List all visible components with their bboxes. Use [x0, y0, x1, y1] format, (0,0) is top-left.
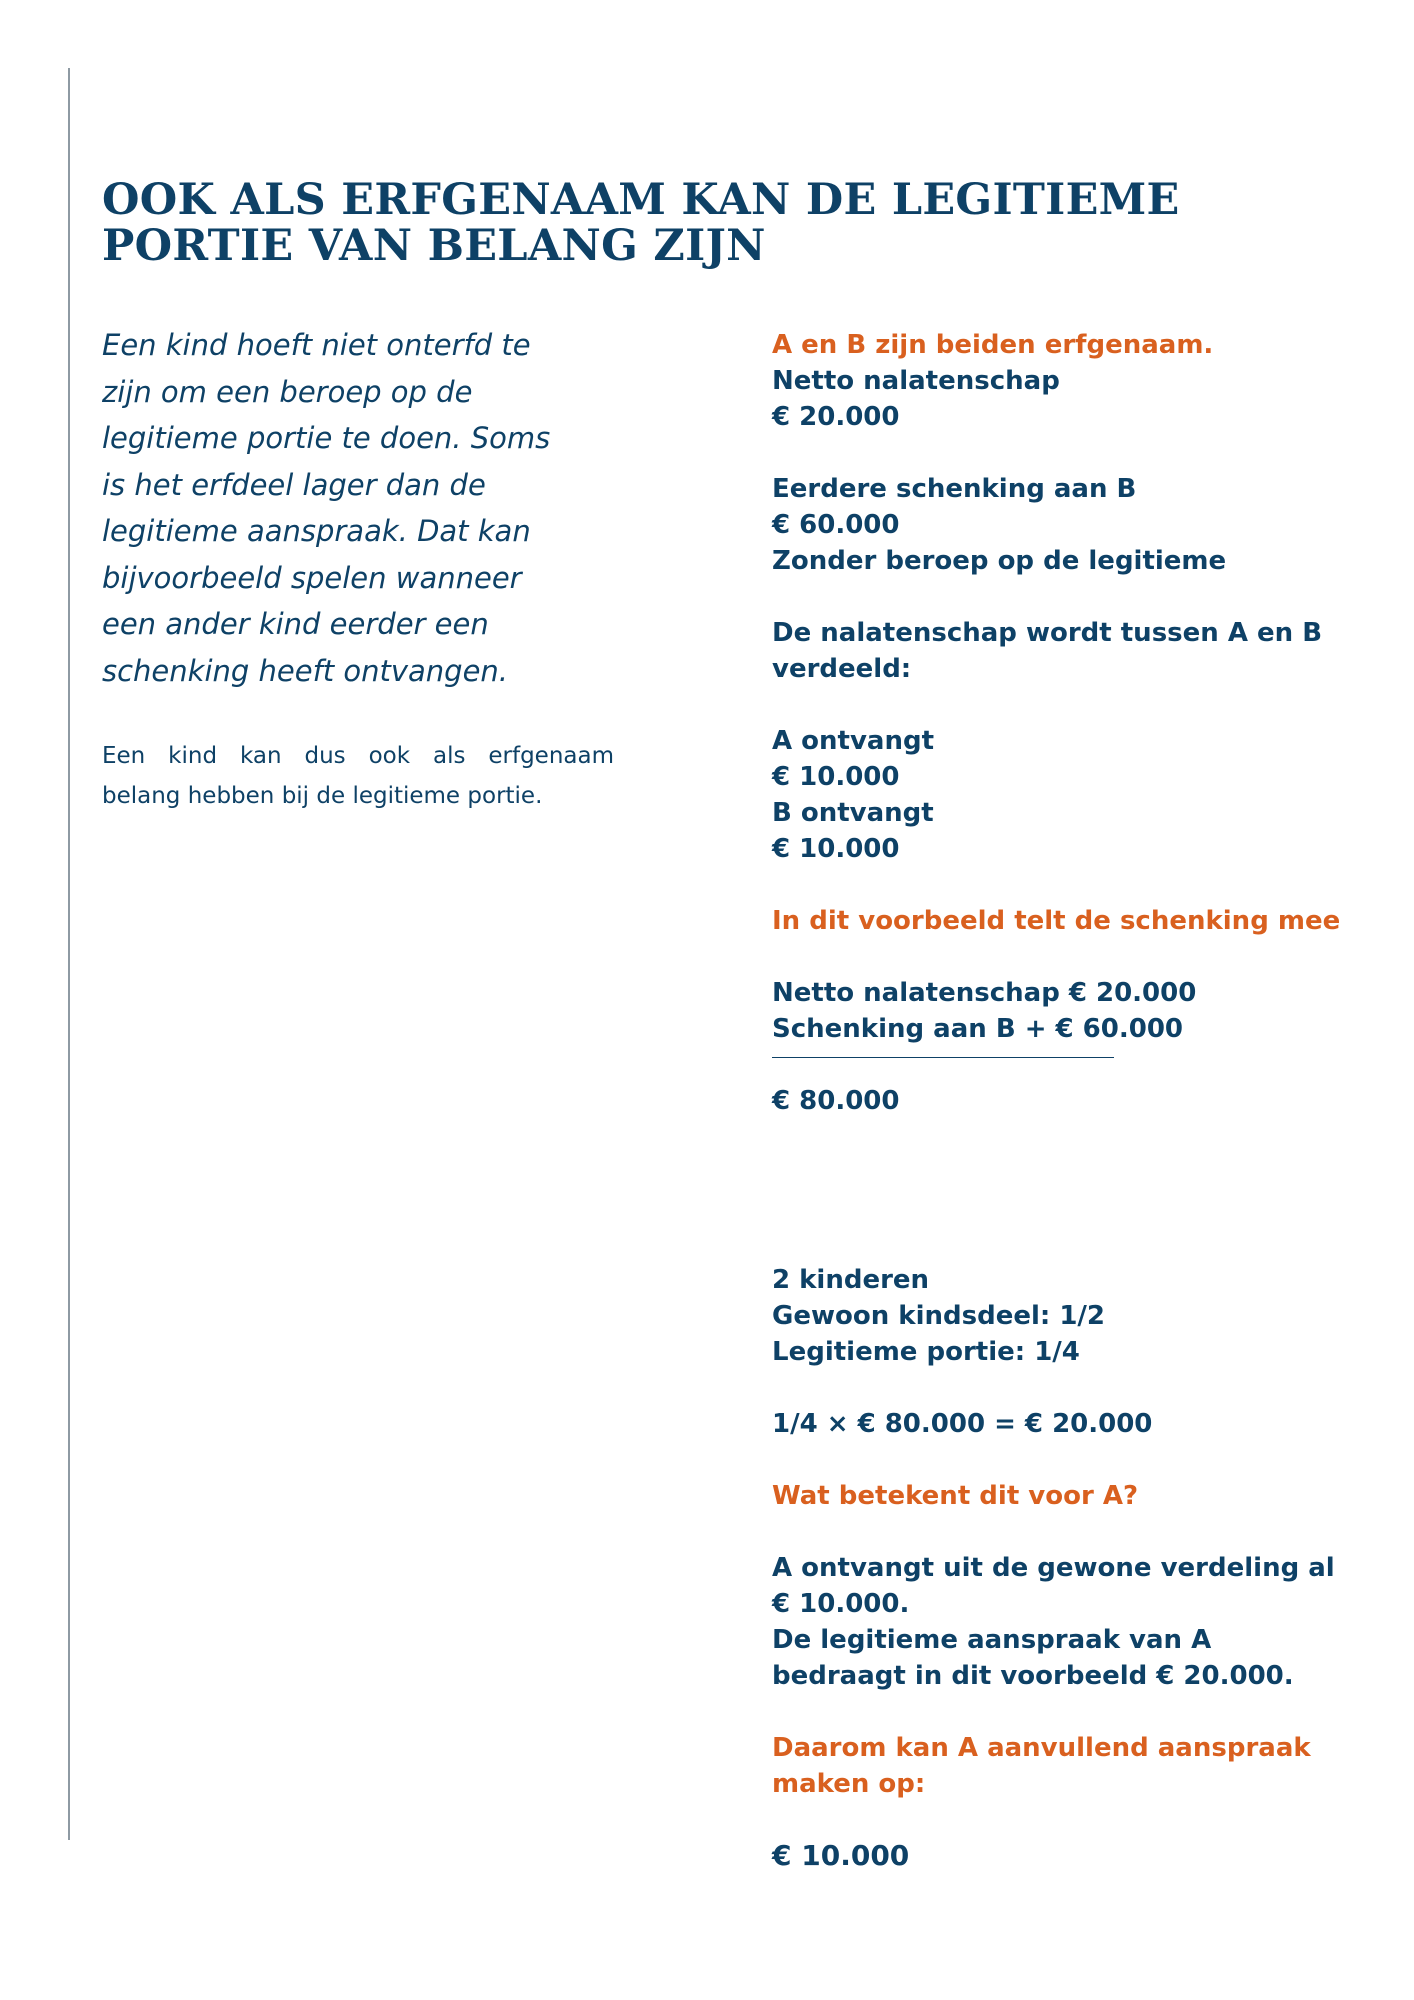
net-estate-value: € 20.000 — [772, 402, 900, 432]
final-amount: € 10.000 — [772, 1839, 910, 1872]
intro-line: is het erfdeel lager dan de — [102, 467, 486, 502]
page-title-line: OOK ALS ERFGENAAM KAN DE LEGITIEME — [102, 175, 1180, 225]
b-receives-label: B ontvangt — [772, 798, 934, 828]
intro-line: schenking heeft ontvangen. — [102, 653, 509, 688]
division-text: verdeeld: — [772, 654, 912, 684]
page-title — [102, 177, 1262, 269]
intro-line: Een kind hoeft niet onterfd te — [102, 328, 531, 362]
calculation: 1/4 × € 80.000 = € 20.000 — [772, 1409, 1153, 1439]
no-claim-label: Zonder beroep op de legitieme — [772, 546, 1227, 576]
a-receives-label: A ontvangt — [772, 726, 935, 756]
meaning-text: De legitieme aanspraak van A — [772, 1625, 1212, 1655]
intro-paragraph — [102, 322, 622, 694]
sum-total: € 80.000 — [772, 1086, 900, 1116]
intro-line: een ander kind eerder een — [102, 607, 489, 641]
children-count: 2 kinderen — [772, 1265, 930, 1295]
intro-line: zijn om een beroep op de — [102, 374, 473, 409]
heirs-heading: A en B zijn beiden erfgenaam. — [772, 330, 1214, 360]
intro-line: legitieme aanspraak. Dat kan — [102, 514, 531, 548]
conclusion-heading: Daarom kan A aanvullend aanspraak — [772, 1733, 1311, 1763]
meaning-text: A ontvangt uit de gewone verdeling al — [772, 1553, 1335, 1583]
normal-share: Gewoon kindsdeel: 1/2 — [772, 1301, 1105, 1331]
legitimate-portion: Legitieme portie: 1/4 — [772, 1337, 1080, 1367]
a-receives-value: € 10.000 — [772, 762, 900, 792]
sum-divider — [772, 1057, 1114, 1058]
body-line: Een kind kan dus ook als erfgenaam — [102, 743, 614, 769]
intro-line: bijvoorbeeld spelen wanneer — [102, 560, 522, 595]
body-paragraph — [102, 736, 614, 816]
gift-label: Eerdere schenking aan B — [772, 474, 1137, 504]
meaning-heading: Wat betekent dit voor A? — [772, 1481, 1139, 1511]
sum-line: Schenking aan B + € 60.000 — [772, 1014, 1183, 1044]
left-margin-rule — [68, 68, 70, 1840]
gift-counts-heading: In dit voorbeeld telt de schenking mee — [772, 906, 1341, 936]
conclusion-heading: maken op: — [772, 1769, 926, 1799]
division-text: De nalatenschap wordt tussen A en B — [772, 618, 1323, 648]
body-line: belang hebben bij de legitieme portie. — [102, 783, 543, 809]
meaning-text: € 10.000. — [772, 1589, 910, 1619]
intro-line: legitieme portie te doen. Soms — [102, 421, 551, 455]
sum-line: Netto nalatenschap € 20.000 — [772, 978, 1197, 1008]
gift-value: € 60.000 — [772, 510, 900, 540]
net-estate-label: Netto nalatenschap — [772, 366, 1060, 396]
page-title-line: PORTIE VAN BELANG ZIJN — [102, 221, 766, 271]
b-receives-value: € 10.000 — [772, 834, 900, 864]
meaning-text: bedraagt in dit voorbeeld € 20.000. — [772, 1661, 1294, 1691]
